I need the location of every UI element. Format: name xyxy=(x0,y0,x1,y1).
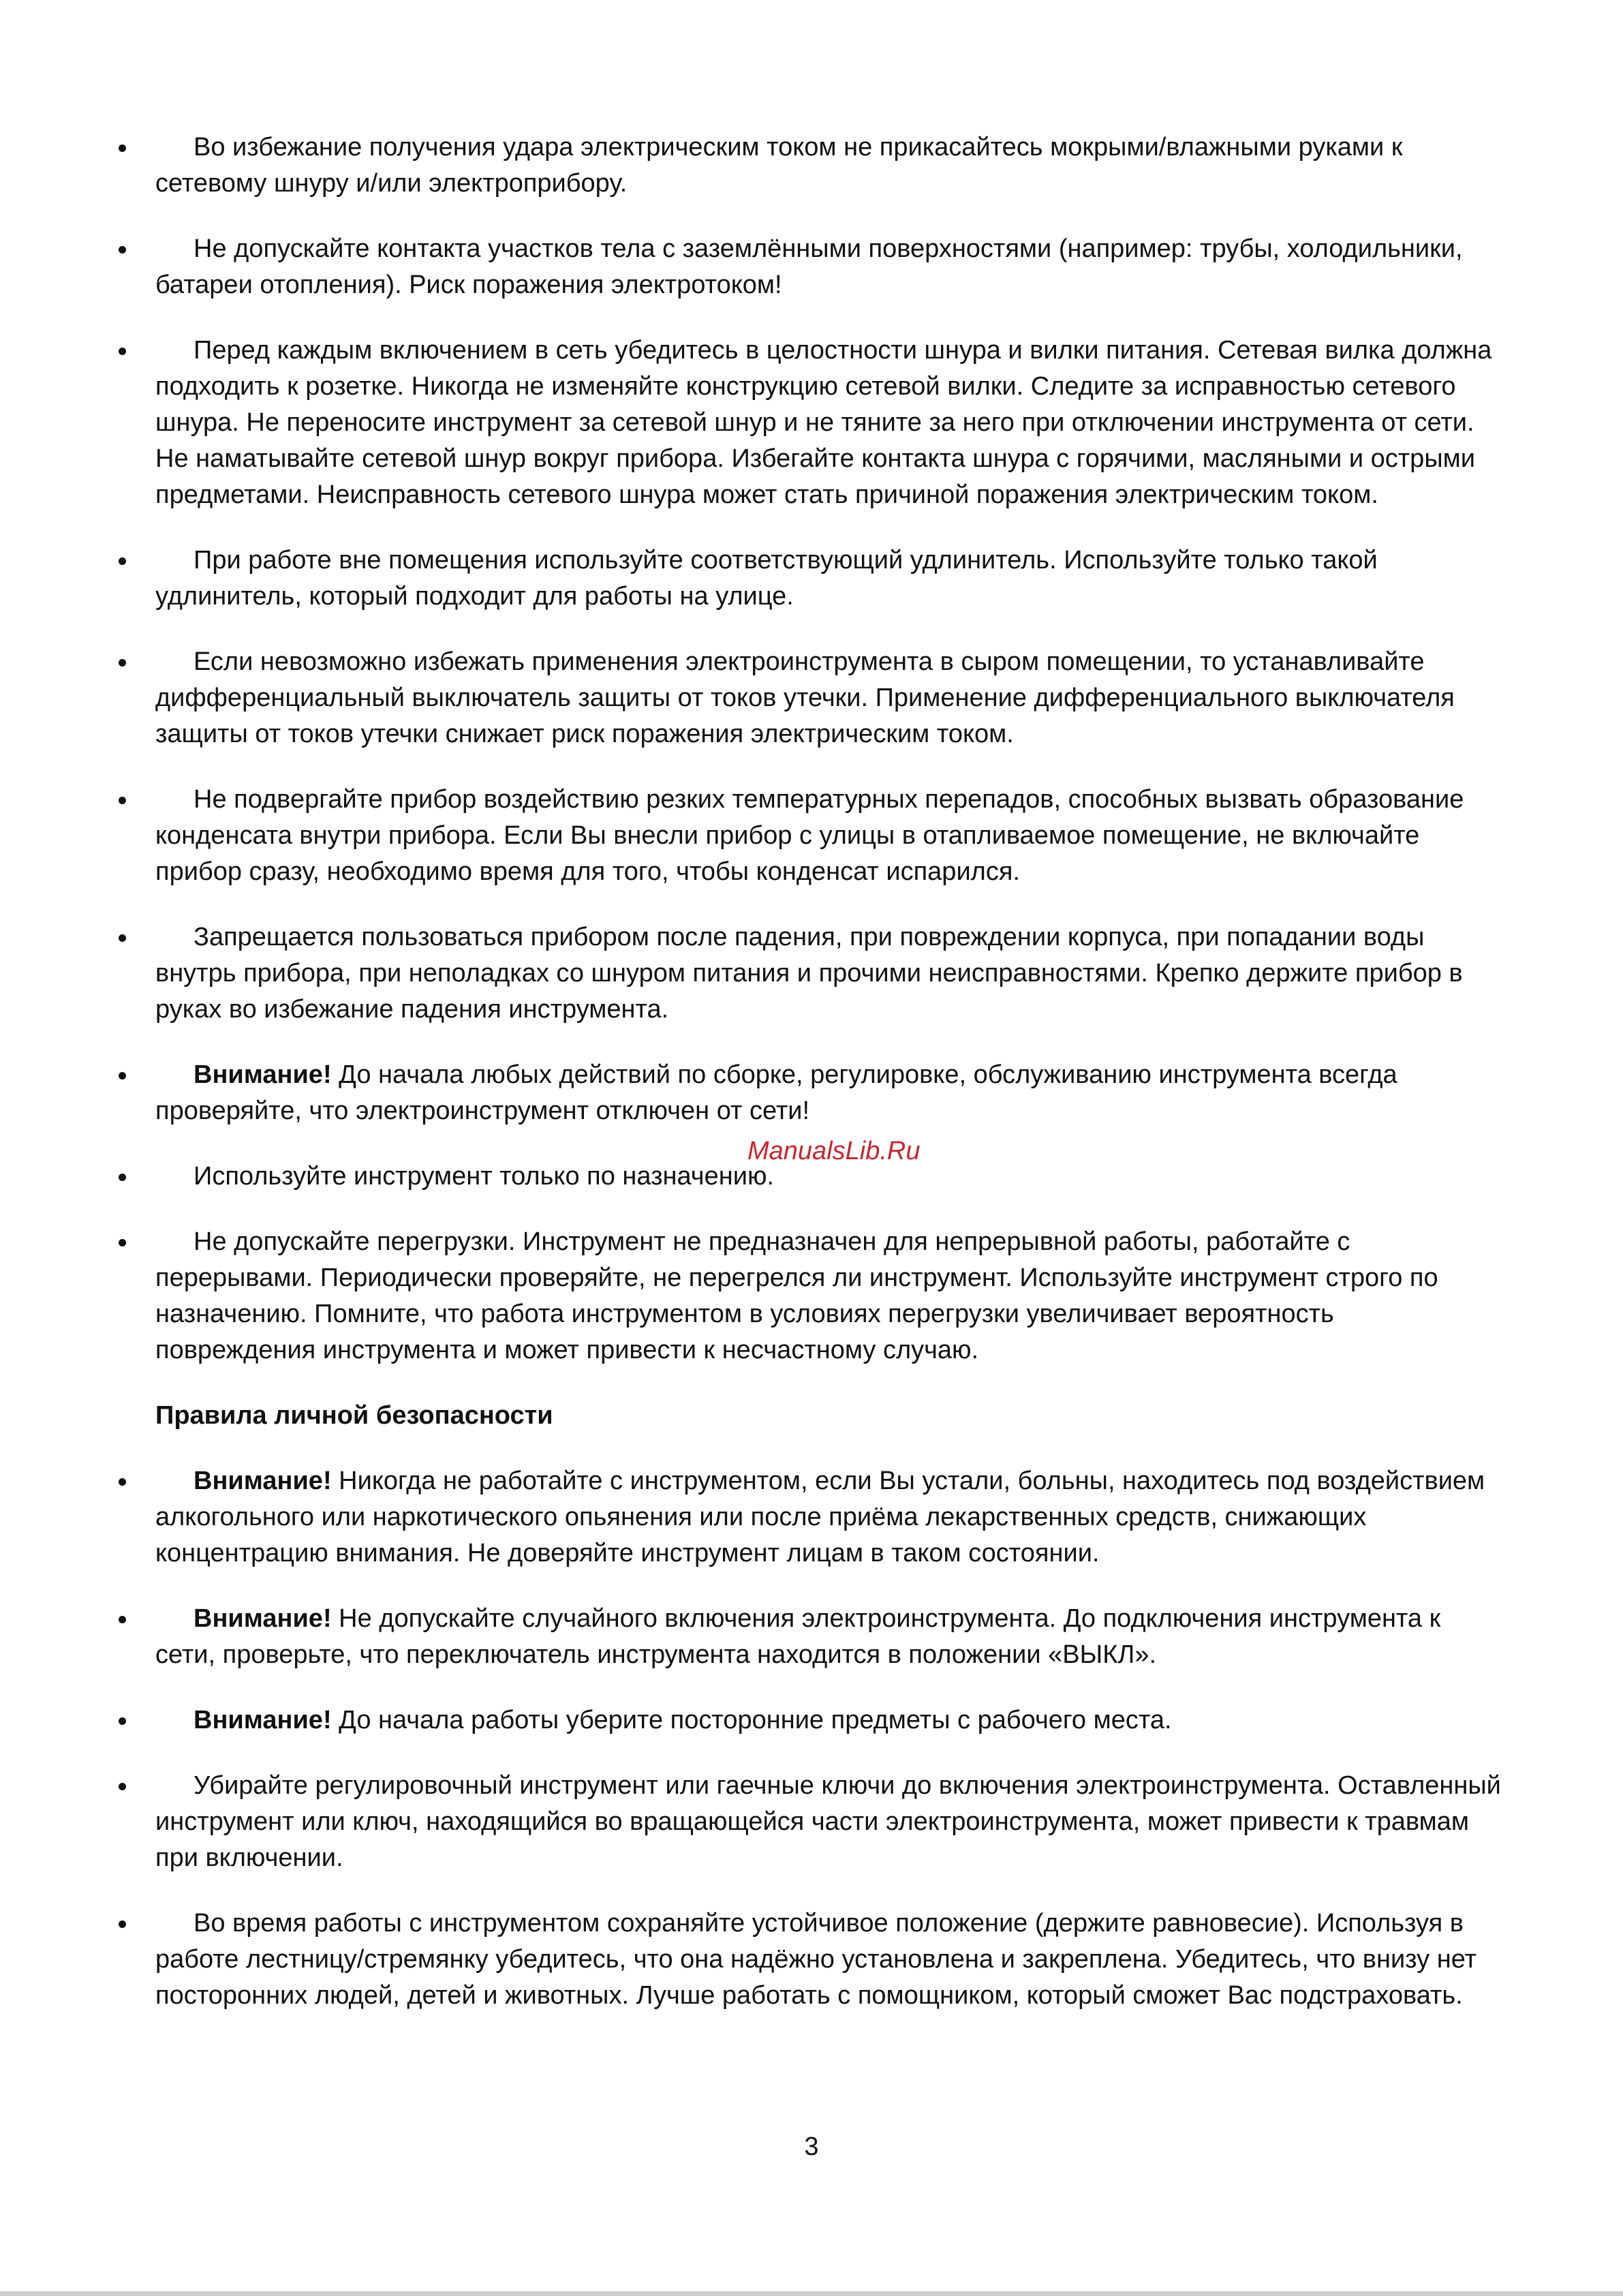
section-heading: Правила личной безопасности xyxy=(155,1401,553,1430)
bullet-paragraph-11: Внимание! Никогда не работайте с инструментом, если Вы устали, больны, находитесь под воздействием алкогольного или наркотического опьянения или после приёма лекарственных средств, снижающих концентрацию внимания. Не доверяйте инструмент лицам в таком состоянии. xyxy=(155,1467,1485,1567)
warning-label: Внимание! xyxy=(194,1604,332,1633)
bullet-paragraph-3: Перед каждым включением в сеть убедитесь в целостности шнура и вилки питания. Сетевая вилка должна подходить к розетке. Никогда не изменяйте конструкцию сетевой вилки. Следите за исправностью сетевого шнура. Не переносите инструмент за сетевой шнур и не тяните за него при отключении инструмента от сети. Не наматывайте сетевой шнур вокруг прибора. Избегайте контакта шнура с горячими, масляными и острыми предметами. Неисправность сетевого шнура может стать причиной поражения электрическим током. xyxy=(155,336,1492,509)
bullet-paragraph-2: Не допускайте контакта участков тела с заземлёнными поверхностями (например: трубы, холодильники, батареи отопления). Риск поражения электротоком! xyxy=(155,234,1463,299)
page-number: 3 xyxy=(804,2132,819,2161)
warning-label: Внимание! xyxy=(194,1060,332,1089)
bullet-paragraph-13: Внимание! До начала работы уберите посторонние предметы с рабочего места. xyxy=(194,1706,1172,1734)
warning-label: Внимание! xyxy=(194,1467,332,1495)
warning-label: Внимание! xyxy=(194,1706,332,1734)
bullet-paragraph-14: Убирайте регулировочный инструмент или гаечные ключи до включения электроинструмента. Оставленный инструмент или ключ, находящийся во вращающейся части электроинструмента, может привести к травмам при включении. xyxy=(155,1771,1501,1872)
bullet-paragraph-1: Во избежание получения удара электрическим током не прикасайтесь мокрыми/влажными руками к сетевому шнуру и/или электроприбору. xyxy=(155,133,1403,198)
bullet-paragraph-4: При работе вне помещения используйте соответствующий удлинитель. Используйте только такой удлинитель, который подходит для работы на улице. xyxy=(155,546,1378,611)
bullet-paragraph-9: Используйте инструмент только по назначению. xyxy=(194,1162,775,1191)
watermark: ManualsLib.Ru xyxy=(747,1137,921,1165)
bullet-paragraph-6: Не подвергайте прибор воздействию резких температурных перепадов, способных вызвать образование конденсата внутри прибора. Если Вы внесли прибор с улицы в отапливаемое помещение, не включайте прибор сразу, необходимо время для того, чтобы конденсат испарился. xyxy=(155,785,1464,886)
bullet-paragraph-7: Запрещается пользоваться прибором после падения, при повреждении корпуса, при попадании воды внутрь прибора, при неполадках со шнуром питания и прочими неисправностями. Крепко держите прибор в руках во избежание падения инструмента. xyxy=(155,923,1463,1024)
bullet-paragraph-10: Не допускайте перегрузки. Инструмент не предназначен для непрерывной работы, работайте с перерывами. Периодически проверяйте, не перегрелся ли инструмент. Используйте инструмент строго по назначению. Помните, что работа инструментом в условиях перегрузки увеличивает вероятность повреждения инструмента и может привести к несчастному случаю. xyxy=(155,1227,1438,1364)
bullet-paragraph-8: Внимание! До начала любых действий по сборке, регулировке, обслуживанию инструмента всегда проверяйте, что электроинструмент отключен от сети! xyxy=(155,1060,1397,1125)
page-bottom-edge xyxy=(0,2291,1623,2296)
document-page xyxy=(155,129,1501,2043)
bullet-paragraph-12: Внимание! Не допускайте случайного включения электроинструмента. До подключения инструмента к сети, проверьте, что переключатель инструмента находится в положении «ВЫКЛ». xyxy=(155,1604,1441,1669)
bullet-paragraph-15: Во время работы с инструментом сохраняйте устойчивое положение (держите равновесие). Используя в работе лестницу/стремянку убедитесь, что она надёжно установлена и закреплена. Убедитесь, что внизу нет посторонних людей, детей и животных. Лучше работать с помощником, который сможет Вас подстраховать. xyxy=(155,1909,1477,2010)
bullet-paragraph-5: Если невозможно избежать применения электроинструмента в сыром помещении, то устанавливайте дифференциальный выключатель защиты от токов утечки. Применение дифференциального выключателя защиты от токов утечки снижает риск поражения электрическим током. xyxy=(155,647,1455,748)
